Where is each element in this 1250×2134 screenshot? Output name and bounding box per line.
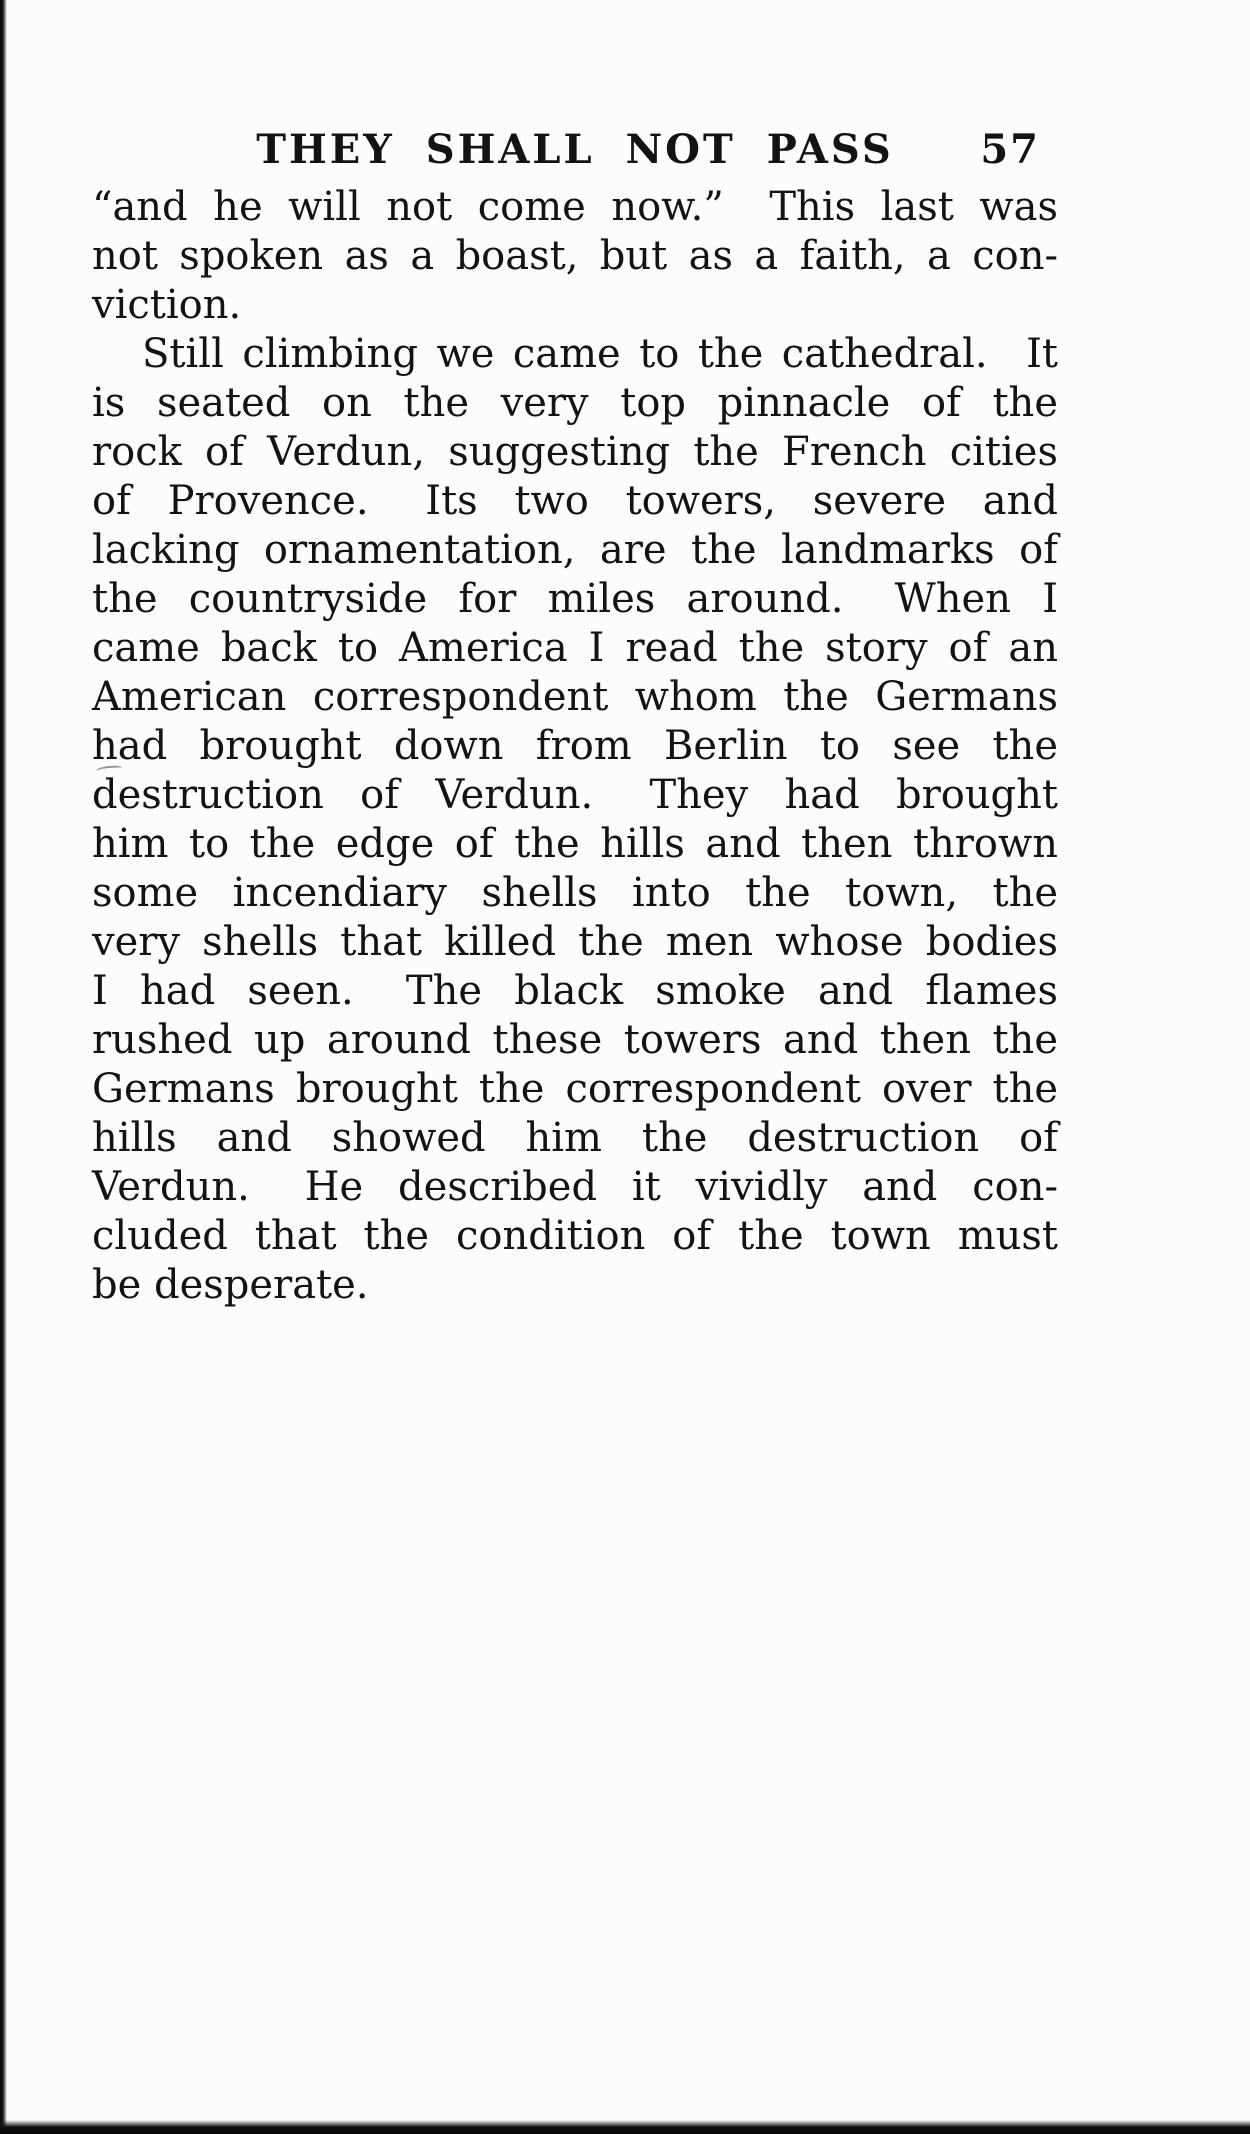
text-line: came back to America I read the story of an <box>92 625 1058 671</box>
text-line: of Provence. Its two towers, severe and <box>92 478 1058 524</box>
text-line: American correspondent whom the Germans <box>92 674 1058 720</box>
page-header <box>92 126 1058 174</box>
text-line: be desperate. <box>92 1262 369 1308</box>
text-line: him to the edge of the hills and then thrown <box>92 821 1058 867</box>
text-line: viction. <box>92 282 242 328</box>
text-line: “and he will not come now.” This last was <box>92 184 1058 230</box>
scan-edge-left <box>0 0 7 2134</box>
text-line: rushed up around these towers and then the <box>92 1017 1058 1063</box>
text-line: very shells that killed the men whose bodies <box>92 919 1058 965</box>
text-line: destruction of Verdun. They had brought <box>92 772 1058 818</box>
body-text <box>92 183 1058 1310</box>
running-title: THEY SHALL NOT PASS <box>256 126 894 173</box>
text-line: hills and showed him the destruction of <box>92 1115 1058 1161</box>
text-line: cluded that the condition of the town must <box>92 1213 1058 1259</box>
text-line: Germans brought the correspondent over the <box>92 1066 1058 1112</box>
page-number: 57 <box>980 126 1040 173</box>
text-line: is seated on the very top pinnacle of the <box>92 380 1058 426</box>
text-line: Still climbing we came to the cathedral. It <box>142 331 1058 377</box>
text-line: had brought down from Berlin to see the <box>92 723 1058 769</box>
text-line: I had seen. The black smoke and flames <box>92 968 1058 1014</box>
text-line: not spoken as a boast, but as a faith, a con- <box>92 233 1058 279</box>
text-line: some incendiary shells into the town, the <box>92 870 1058 916</box>
text-line: rock of Verdun, suggesting the French cities <box>92 429 1058 475</box>
text-line: lacking ornamentation, are the landmarks of <box>92 527 1058 573</box>
text-line: the countryside for miles around. When I <box>92 576 1058 622</box>
scan-edge-bottom <box>0 2120 1250 2134</box>
text-column <box>92 126 1058 1310</box>
text-line: Verdun. He described it vividly and con- <box>92 1164 1058 1210</box>
